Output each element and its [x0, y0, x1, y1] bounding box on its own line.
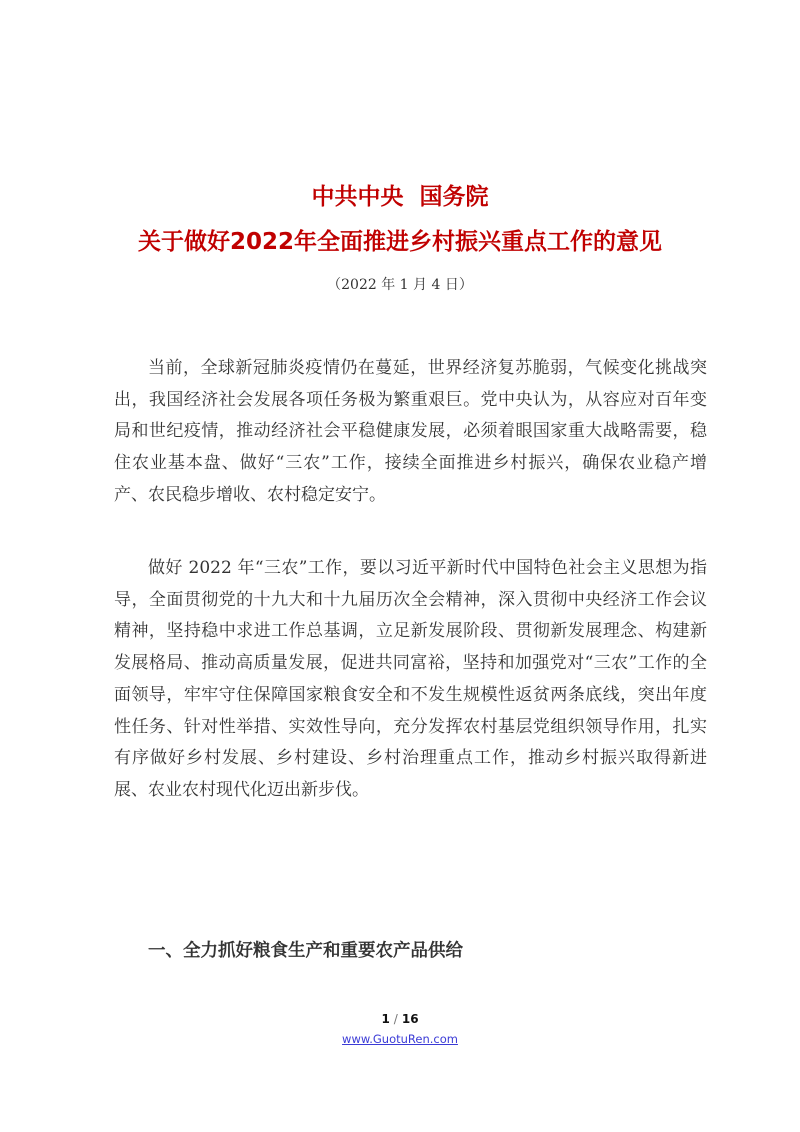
document-title: 关于做好2022年全面推进乡村振兴重点工作的意见	[137, 229, 662, 255]
page-number	[0, 1010, 800, 1028]
document-issuer-title: 中共中央 国务院	[311, 184, 489, 210]
document-date: （2022 年 1 月 4 日）	[327, 277, 473, 293]
site-link[interactable]: www.GuotuRen.com	[342, 1032, 458, 1046]
page-separator: /	[393, 1012, 398, 1026]
body-paragraph: 做好 2022 年“三农”工作，要以习近平新时代中国特色社会主义思想为指导，全面贯彻党的十九大和十九届历次全会精神，深入贯彻中央经济工作会议精神，坚持稳中求进工作总基调，立足新发展阶段、贯彻新发展理念、构建新发展格局、推动高质量发展，促进共同富裕，坚持和加强党对“三农”工作的全面领导，牢牢守住保障国家粮食安全和不发生规模性返贫两条底线，突出年度性任务、针对性举措、实效性导向，充分发挥农村基层党组织领导作用，扎实有序做好乡村发展、乡村建设、乡村治理重点工作，推动乡村振兴取得新进展、农业农村现代化迈出新步伐。	[114, 558, 707, 800]
page-total: 16	[401, 1012, 419, 1026]
section-heading: 一、全力抓好粮食生产和重要农产品供给	[148, 941, 463, 961]
body-paragraph: 当前，全球新冠肺炎疫情仍在蔓延，世界经济复苏脆弱，气候变化挑战突出，我国经济社会发展各项任务极为繁重艰巨。党中央认为，从容应对百年变局和世纪疫情，推动经济社会平稳健康发展，必须着眼国家重大战略需要，稳住农业基本盘、做好“三农”工作，接续全面推进乡村振兴，确保农业稳产增产、农民稳步增收、农村稳定安宁。	[114, 358, 707, 505]
footer-link-container	[0, 1030, 800, 1048]
page-current: 1	[381, 1012, 390, 1026]
